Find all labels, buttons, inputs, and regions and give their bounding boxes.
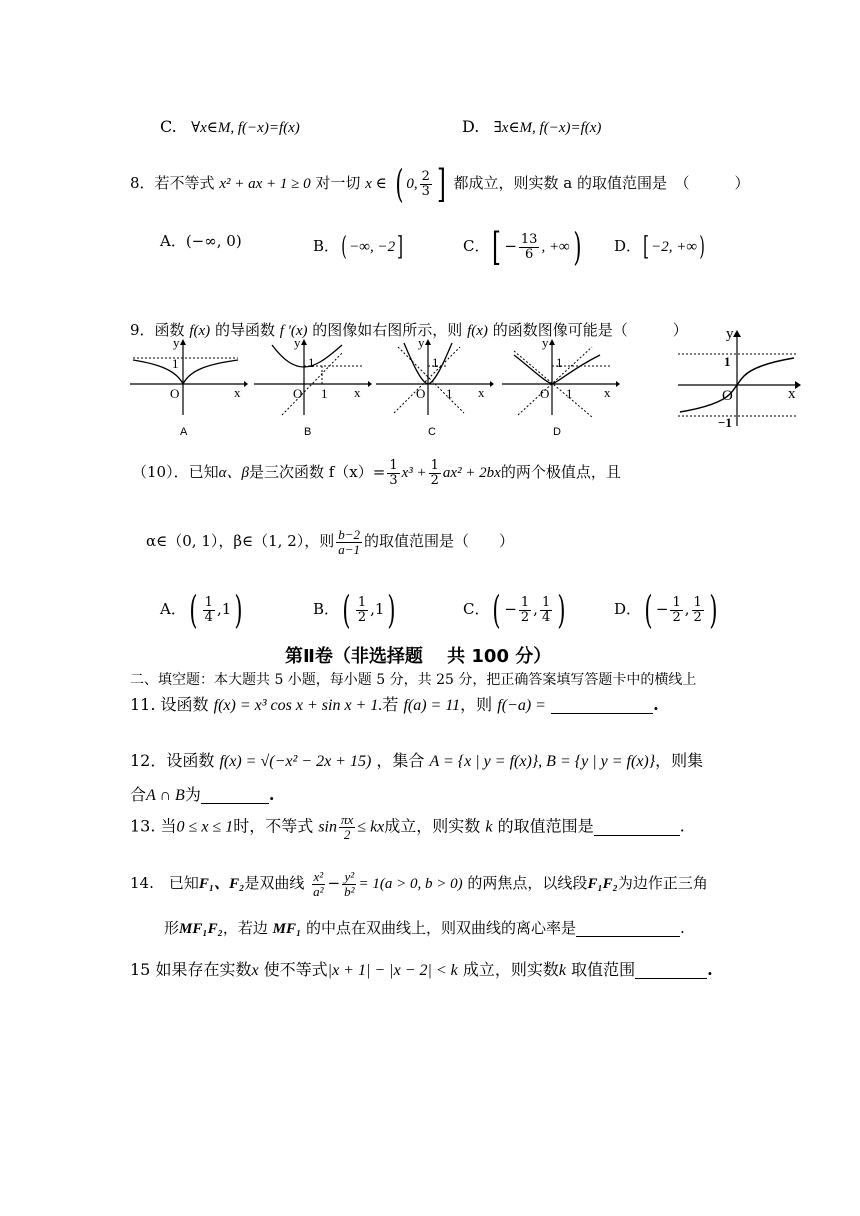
q9-a-one: 1 bbox=[172, 356, 179, 371]
q9-graph-b: y 1 O 1 x bbox=[252, 337, 372, 417]
q8-option-a: A．(−∞, 0) bbox=[160, 232, 242, 250]
q9-a-x: x bbox=[234, 385, 241, 400]
q14-answer-blank[interactable] bbox=[576, 921, 680, 937]
section-2-intro: 二、填空题：本大题共 5 小题，每小题 5 分，共 25 分，把正确答案填写答题卡中的横线上 bbox=[130, 672, 697, 688]
q10-option-b: B．( $\frac{1}{2}$ ,1) bbox=[313, 588, 396, 632]
q9-label-d: D bbox=[553, 426, 561, 438]
q8-option-b: B．( −∞, −2] bbox=[313, 232, 404, 262]
q8-frac: $\frac{2}{3}$ bbox=[421, 168, 430, 199]
q10-option-c: C．( − $\frac{1}{2}$ , $\frac{1}{4}$ ) bbox=[463, 588, 566, 632]
q13: 13. 当0 ≤ x ≤ 1时，不等式 sin $\frac{\pi x}{2}$ ≤ kx成立，则实数 k 的取值范围是 . bbox=[130, 812, 685, 842]
q12-line2: 合A ∩ B为 . bbox=[130, 785, 275, 804]
q12-line1: 12．设函数 f(x) = √(−x² − 2x + 15) ，集合 A = {x | y = f(x)}, B = {y | y = f(x)}，则集 bbox=[130, 751, 704, 770]
q9-derivative-graph: y 1 O x −1 bbox=[674, 328, 804, 428]
q10-option-a: A．( $\frac{1}{4}$ ,1) bbox=[160, 588, 243, 632]
q9-stem: 9．函数 f(x) 的导函数 f '(x) 的图像如右图所示，则 f(x) 的函数图像可能是（ ） bbox=[130, 321, 688, 339]
q10-stem-line2: α∈（0, 1），β∈（1, 2），则 $\frac{b-2}{a-1}$ 的取值范围是（ ） bbox=[146, 527, 515, 557]
q9-a-y: y bbox=[173, 335, 180, 350]
q10-stem-line1: （10）．已知α、β是三次函数 f（x）= $\frac{1}{3}$ x³ + $\frac{1}{2}$ ax² + 2bx的两个极值点，且 bbox=[132, 458, 621, 488]
q14-line2: 形MF₁F₂，若边 MF₁ 的中点在双曲线上，则双曲线的离心率是 . bbox=[164, 919, 685, 937]
q7-option-c: C. ∀x∈M, f(−x)=f(x) bbox=[160, 117, 300, 136]
q9-label-b: B bbox=[304, 426, 312, 438]
q15: 15 如果存在实数x 使不等式|x + 1| − |x − 2| < k 成立，则实数k 取值范围 . bbox=[130, 960, 713, 979]
q15-answer-blank[interactable] bbox=[635, 962, 707, 979]
q8-option-d: D．[ −2, +∞) bbox=[614, 232, 705, 262]
q11: 11. 设函数 f(x) = x³ cos x + sin x + 1.若 f(a) = 11，则 f(−a) = . bbox=[130, 695, 659, 714]
q7-option-d: D. ∃x∈M, f(−x)=f(x) bbox=[462, 117, 602, 136]
q9-label-a: A bbox=[180, 426, 188, 438]
q13-answer-blank[interactable] bbox=[594, 819, 680, 836]
q9-graph-a bbox=[128, 337, 248, 417]
section-2-title: 第Ⅱ卷（非选择题 共 100 分） bbox=[285, 646, 552, 667]
q9-graph-d: y 1 O 1 x bbox=[500, 337, 620, 417]
q9-label-c: C bbox=[428, 426, 436, 438]
q11-answer-blank[interactable] bbox=[551, 697, 653, 714]
q8-options bbox=[160, 234, 242, 249]
q9-graph-c: y 1 O 1 x bbox=[374, 337, 494, 417]
q9-a-origin: O bbox=[170, 386, 180, 401]
q14-line1: 14. 已知F₁、F₂是双曲线 $\frac{\text{x²}}{\text{a²}}$ − $\frac{\text{y²}}{\text{b²}}$ = 1(a > 0, b > 0) 的两焦点，以线段F₁F₂为边作正三角 bbox=[130, 869, 708, 899]
q10-option-d: D．( − $\frac{1}{2}$ , $\frac{1}{2}$ ) bbox=[614, 588, 718, 632]
q12-answer-blank[interactable] bbox=[201, 787, 269, 804]
q8-stem: 8．若不等式 x² + ax + 1 ≥ 0 对一切 x ∈ ( 0, $\frac{2}{3}$ ] 都成立，则实数 a 的取值范围是 （ ） bbox=[130, 162, 750, 206]
q8-option-c: C．[ − $\frac{13}{6}$ , +∞) bbox=[463, 225, 582, 269]
